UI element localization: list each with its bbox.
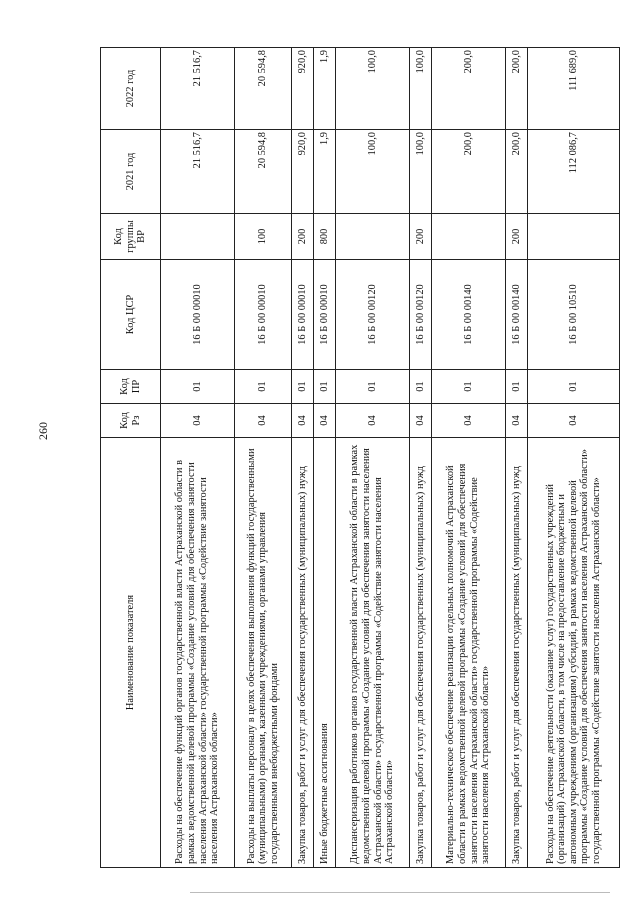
row-csr: 16 Б 00 00010 <box>313 260 335 370</box>
table-row <box>235 48 292 868</box>
row-name: Расходы на выплаты персоналу в целях обеспечения выполнения функций государственными (муниципальными) органами, казенными учреждениями, органами управления государственными внебюджетными фондами <box>235 438 292 868</box>
row-rz: 04 <box>528 404 620 438</box>
row-vr: 100 <box>235 214 292 260</box>
row-name: Закупка товаров, работ и услуг для обеспечения государственных (муниципальных) нужд <box>506 438 528 868</box>
row-csr: 16 Б 00 00010 <box>161 260 235 370</box>
row-rz: 04 <box>410 404 432 438</box>
row-name: Диспансеризация работников органов государственной власти Астраханской области в рамках ведомственной целевой программы «Создание условий для обеспечения занятости населения Астраханской области» государственной программы «Содействие занятости населения Астраханской области» <box>335 438 409 868</box>
row-name: Закупка товаров, работ и услуг для обеспечения государственных (муниципальных) нужд <box>292 438 314 868</box>
row-csr: 16 Б 00 00120 <box>410 260 432 370</box>
row-name: Расходы на обеспечение функций органов государственной власти Астраханской области в рамках ведомственной целевой программы «Создание условий для обеспечения занятости населения Астраханской области» государственной программы «Содействие занятости населения Астраханской области» <box>161 438 235 868</box>
row-2021: 920,0 <box>292 130 314 214</box>
row-2022: 111 689,0 <box>528 48 620 130</box>
row-2021: 200,0 <box>506 130 528 214</box>
row-2022: 920,0 <box>292 48 314 130</box>
header-pr: Код ПР <box>101 370 161 404</box>
row-2022: 200,0 <box>506 48 528 130</box>
row-2021: 100,0 <box>335 130 409 214</box>
row-name: Закупка товаров, работ и услуг для обеспечения государственных (муниципальных) нужд <box>410 438 432 868</box>
header-2021: 2021 год <box>101 130 161 214</box>
row-vr <box>335 214 409 260</box>
table-row <box>528 48 620 868</box>
row-pr: 01 <box>432 370 506 404</box>
row-2021: 112 086,7 <box>528 130 620 214</box>
row-rz: 04 <box>292 404 314 438</box>
row-csr: 16 Б 00 00010 <box>235 260 292 370</box>
row-vr: 800 <box>313 214 335 260</box>
row-vr <box>528 214 620 260</box>
table-row <box>410 48 432 868</box>
row-2022: 21 516,7 <box>161 48 235 130</box>
header-name: Наименование показателя <box>101 438 161 868</box>
table-row <box>313 48 335 868</box>
header-csr: Код ЦСР <box>101 260 161 370</box>
row-2022: 200,0 <box>432 48 506 130</box>
row-pr: 01 <box>292 370 314 404</box>
row-vr: 200 <box>292 214 314 260</box>
row-2021: 21 516,7 <box>161 130 235 214</box>
header-2022: 2022 год <box>101 48 161 130</box>
page-number: 260 <box>36 422 50 440</box>
row-vr: 200 <box>506 214 528 260</box>
row-pr: 01 <box>410 370 432 404</box>
row-rz: 04 <box>235 404 292 438</box>
table-row <box>506 48 528 868</box>
row-name: Расходы на обеспечение деятельности (оказание услуг) государственных учреждений (организаций) Астраханской области, в том числе на предоставление бюджетным и автономным учреждениям (организациям) субсидий, в рамках ведомственной целевой программы «Создание условий для обеспечения занятости населения Астраханской области» государственной программы «Содействие занятости населения Астраханской области» <box>528 438 620 868</box>
header-rz: Код Рз <box>101 404 161 438</box>
row-vr <box>161 214 235 260</box>
table-row <box>432 48 506 868</box>
row-pr: 01 <box>506 370 528 404</box>
row-csr: 16 Б 00 00010 <box>292 260 314 370</box>
row-2021: 200,0 <box>432 130 506 214</box>
row-pr: 01 <box>235 370 292 404</box>
row-pr: 01 <box>335 370 409 404</box>
row-rz: 04 <box>335 404 409 438</box>
table-row <box>161 48 235 868</box>
table-row <box>292 48 314 868</box>
row-2021: 1,9 <box>313 130 335 214</box>
row-pr: 01 <box>528 370 620 404</box>
row-csr: 16 Б 00 10510 <box>528 260 620 370</box>
row-rz: 04 <box>432 404 506 438</box>
row-2022: 20 594,8 <box>235 48 292 130</box>
row-2022: 1,9 <box>313 48 335 130</box>
row-pr: 01 <box>161 370 235 404</box>
row-2021: 100,0 <box>410 130 432 214</box>
row-2021: 20 594,8 <box>235 130 292 214</box>
row-2022: 100,0 <box>410 48 432 130</box>
table-row <box>335 48 409 868</box>
row-name: Материально-техническое обеспечение реализации отдельных полномочий Астраханской области в рамках ведомственной целевой программы «Создание условий для обеспечения занятости населения Астраханской области» государственной программы «Содействие занятости населения Астраханской области» <box>432 438 506 868</box>
budget-table <box>100 47 620 868</box>
row-rz: 04 <box>313 404 335 438</box>
header-row <box>101 48 161 868</box>
row-csr: 16 Б 00 00140 <box>506 260 528 370</box>
row-csr: 16 Б 00 00120 <box>335 260 409 370</box>
header-vr: Код группы ВР <box>101 214 161 260</box>
row-rz: 04 <box>506 404 528 438</box>
row-vr: 200 <box>410 214 432 260</box>
row-pr: 01 <box>313 370 335 404</box>
row-2022: 100,0 <box>335 48 409 130</box>
row-csr: 16 Б 00 00140 <box>432 260 506 370</box>
row-rz: 04 <box>161 404 235 438</box>
row-vr <box>432 214 506 260</box>
rotated-page <box>100 48 620 868</box>
scan-edge-line <box>190 892 610 893</box>
row-name: Иные бюджетные ассигнования <box>313 438 335 868</box>
